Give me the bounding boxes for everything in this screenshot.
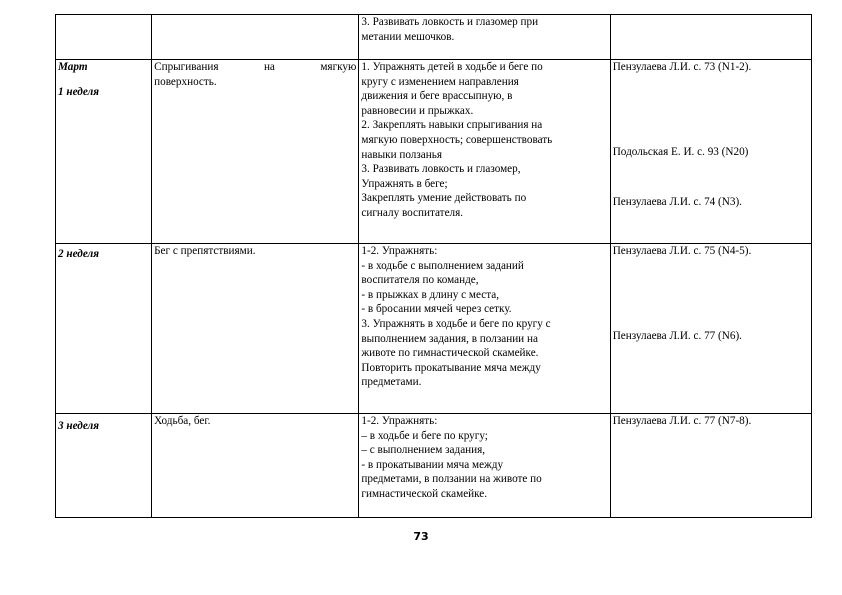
task-line: равновесии и прыжках. bbox=[361, 104, 474, 117]
topic-cell: Бег с препятствиями. bbox=[152, 244, 359, 414]
task-line: метании мешочков. bbox=[361, 30, 455, 43]
task-line: 1-2. Упражнять: bbox=[361, 245, 438, 257]
tasks-cell bbox=[359, 244, 610, 414]
table-row bbox=[56, 414, 812, 518]
task-line: воспитателя по команде, bbox=[361, 274, 479, 287]
task-line: выполнением задания, в ползании на bbox=[361, 332, 538, 345]
topic-cell bbox=[152, 15, 359, 60]
task-line: движения и беге врассыпную, в bbox=[361, 90, 513, 103]
tasks-cell bbox=[359, 60, 610, 244]
task-line: животе по гимнастической скамейке. bbox=[361, 347, 539, 360]
task-line: навыки ползанья bbox=[361, 148, 442, 161]
task-line: - в бросании мячей через сетку. bbox=[361, 303, 512, 316]
period-cell: 2 неделя bbox=[56, 244, 152, 414]
source-line: Пензулаева Л.И. с. 77 (N6). bbox=[612, 329, 742, 342]
source-line: Пензулаева Л.И. с. 77 (N7-8). bbox=[612, 415, 752, 427]
source-line: Пензулаева Л.И. с. 73 (N1-2). bbox=[612, 61, 752, 73]
task-line: - в прокатывании мяча между bbox=[361, 458, 504, 471]
period-cell bbox=[56, 60, 152, 244]
task-line: 3. Развивать ловкость и глазомер, bbox=[361, 163, 521, 176]
task-line: – с выполнением задания, bbox=[361, 444, 486, 457]
source-cell bbox=[610, 60, 811, 244]
topic-line: Спрыгивания на мягкую bbox=[154, 61, 357, 73]
source-line: Пензулаева Л.И. с. 74 (N3). bbox=[612, 196, 742, 209]
task-line: сигналу воспитателя. bbox=[361, 206, 464, 219]
source-line: Пензулаева Л.И. с. 75 (N4-5). bbox=[612, 245, 752, 257]
tasks-cell bbox=[359, 414, 610, 518]
tasks-cell bbox=[359, 15, 610, 60]
task-line: – в ходьбе и беге по кругу; bbox=[361, 429, 488, 442]
task-line: предметами. bbox=[361, 376, 422, 389]
task-line: мягкую поверхность; совершенствовать bbox=[361, 133, 553, 146]
task-line: 1. Упражнять детей в ходьбе и беге по bbox=[361, 61, 543, 73]
task-line: Закреплять умение действовать по bbox=[361, 192, 527, 205]
lesson-plan-table bbox=[55, 14, 812, 518]
topic-cell: Ходьба, бег. bbox=[152, 414, 359, 518]
task-line: - в ходьбе с выполнением заданий bbox=[361, 259, 524, 272]
source-cell bbox=[610, 414, 811, 518]
task-line: 3. Развивать ловкость и глазомер при bbox=[361, 16, 539, 28]
task-line: 3. Упражнять в ходьбе и беге по кругу с bbox=[361, 317, 551, 330]
task-line: 1-2. Упражнять: bbox=[361, 415, 438, 427]
topic-line: поверхность. bbox=[154, 75, 217, 88]
month-label: Март bbox=[58, 61, 88, 73]
table-row bbox=[56, 60, 812, 244]
source-line: Подольская Е. И. с. 93 (N20) bbox=[612, 145, 749, 158]
period-cell: 3 неделя bbox=[56, 414, 152, 518]
page-number: 73 bbox=[413, 530, 429, 543]
task-line: предметами, в ползании на животе по bbox=[361, 473, 542, 486]
task-line: - в прыжках в длину с места, bbox=[361, 288, 500, 301]
table-row bbox=[56, 244, 812, 414]
period-cell bbox=[56, 15, 152, 60]
table-row bbox=[56, 15, 812, 60]
task-line: 2. Закреплять навыки спрыгивания на bbox=[361, 119, 543, 132]
source-cell bbox=[610, 244, 811, 414]
task-line: Повторить прокатывание мяча между bbox=[361, 361, 541, 374]
source-cell bbox=[610, 15, 811, 60]
week-label: 1 неделя bbox=[58, 85, 100, 98]
topic-cell bbox=[152, 60, 359, 244]
task-line: кругу с изменением направления bbox=[361, 75, 519, 88]
task-line: Упражнять в беге; bbox=[361, 177, 448, 190]
task-line: гимнастической скамейке. bbox=[361, 487, 488, 500]
